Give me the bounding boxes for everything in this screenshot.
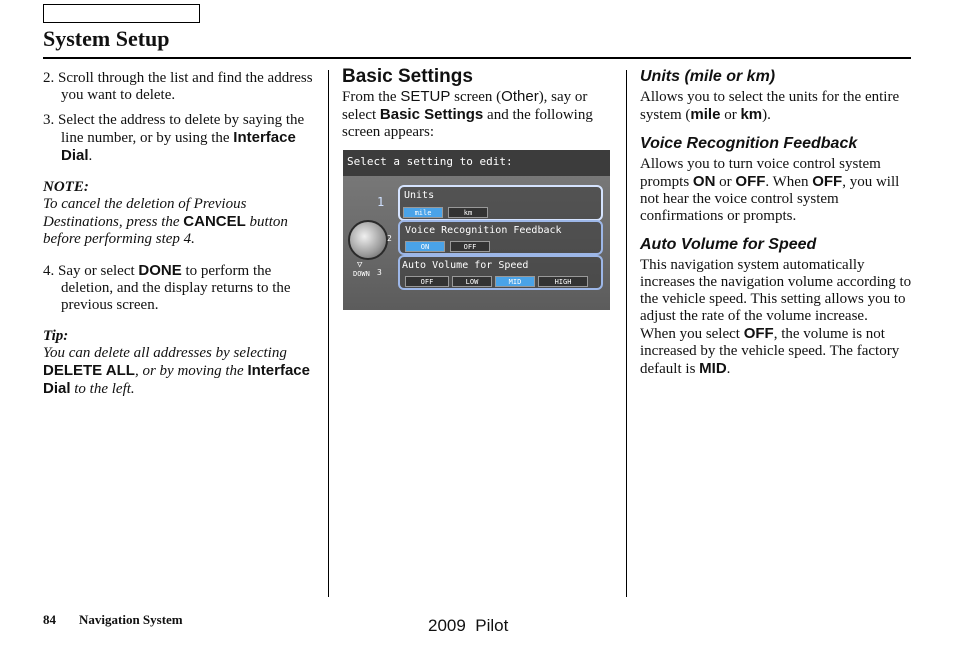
footer-model: 2009 Pilot	[428, 616, 509, 635]
step-2: 2. Scroll through the list and find the address you want to delete.	[43, 70, 313, 103]
column-divider-left	[328, 70, 329, 597]
units-heading: Units (mile or km)	[640, 68, 776, 85]
basic-settings-screen	[343, 150, 610, 310]
units-text: Allows you to select the units for the entire system (mile or km).	[640, 89, 900, 123]
middle-column	[342, 68, 610, 141]
left-column	[43, 70, 315, 398]
avs-heading: Auto Volume for Speed	[640, 236, 817, 253]
option-km[interactable]: km	[448, 207, 488, 218]
header-rule	[43, 57, 911, 59]
auto-volume-label: Auto Volume for Speed	[402, 260, 529, 271]
footer-section: Navigation System	[79, 612, 183, 627]
right-column	[640, 68, 912, 378]
step-4: 4. Say or select DONE to perform the deletion, and the display returns to the previous screen.	[43, 262, 291, 313]
avs-text-1: This navigation system automatically increases the navigation volume according to the vehicle speed. This setting allows you to adjust the rate of the volume increase.	[640, 257, 912, 324]
page-number: 84	[43, 612, 56, 627]
avs-text-2: When you select OFF, the volume is not increased by the vehicle speed. The factory default is MID.	[640, 325, 900, 377]
step-3: 3. Select the address to delete by saying the line number, or by using the Interface Dial.	[43, 112, 305, 164]
note-text: To cancel the deletion of Previous Destinations, press the CANCEL button before performing step 4.	[43, 196, 288, 247]
option-volume-low[interactable]: LOW	[452, 276, 492, 287]
column-divider-right	[626, 70, 627, 597]
tip-heading: Tip:	[43, 328, 69, 344]
note-heading: NOTE:	[43, 179, 89, 195]
vrf-heading: Voice Recognition Feedback	[640, 135, 858, 152]
basic-settings-heading: Basic Settings	[342, 66, 473, 87]
row-number-3: 3	[377, 268, 382, 277]
page-title: System Setup	[43, 26, 170, 51]
interface-dial-icon	[348, 220, 388, 260]
basic-settings-text: From the SETUP screen (Other), say or select Basic Settings and the following screen appears:	[342, 88, 593, 140]
row-number-1: 1	[377, 195, 385, 209]
option-mile[interactable]: mile	[403, 207, 443, 218]
tip-text: You can delete all addresses by selecting DELETE ALL, or by moving the Interface Dial to the left.	[43, 345, 310, 397]
option-on[interactable]: ON	[405, 241, 445, 252]
header-tab-box	[43, 4, 200, 23]
option-off[interactable]: OFF	[450, 241, 490, 252]
screen-header: Select a setting to edit:	[343, 150, 610, 176]
option-volume-mid[interactable]: MID	[495, 276, 535, 287]
units-row[interactable]	[398, 185, 603, 221]
auto-volume-row[interactable]	[398, 255, 603, 290]
voice-feedback-row[interactable]	[398, 220, 603, 255]
units-label: Units	[404, 190, 435, 201]
down-arrow-icon: ▽	[357, 260, 363, 270]
option-volume-high[interactable]: HIGH	[538, 276, 588, 287]
option-volume-off[interactable]: OFF	[405, 276, 449, 287]
voice-feedback-label: Voice Recognition Feedback	[405, 225, 562, 236]
down-label: DOWN	[353, 270, 370, 278]
row-number-2: 2	[387, 234, 392, 243]
vrf-text: Allows you to turn voice control system prompts ON or OFF. When OFF, you will not hear the voice control system confirmations or prompts.	[640, 156, 900, 224]
